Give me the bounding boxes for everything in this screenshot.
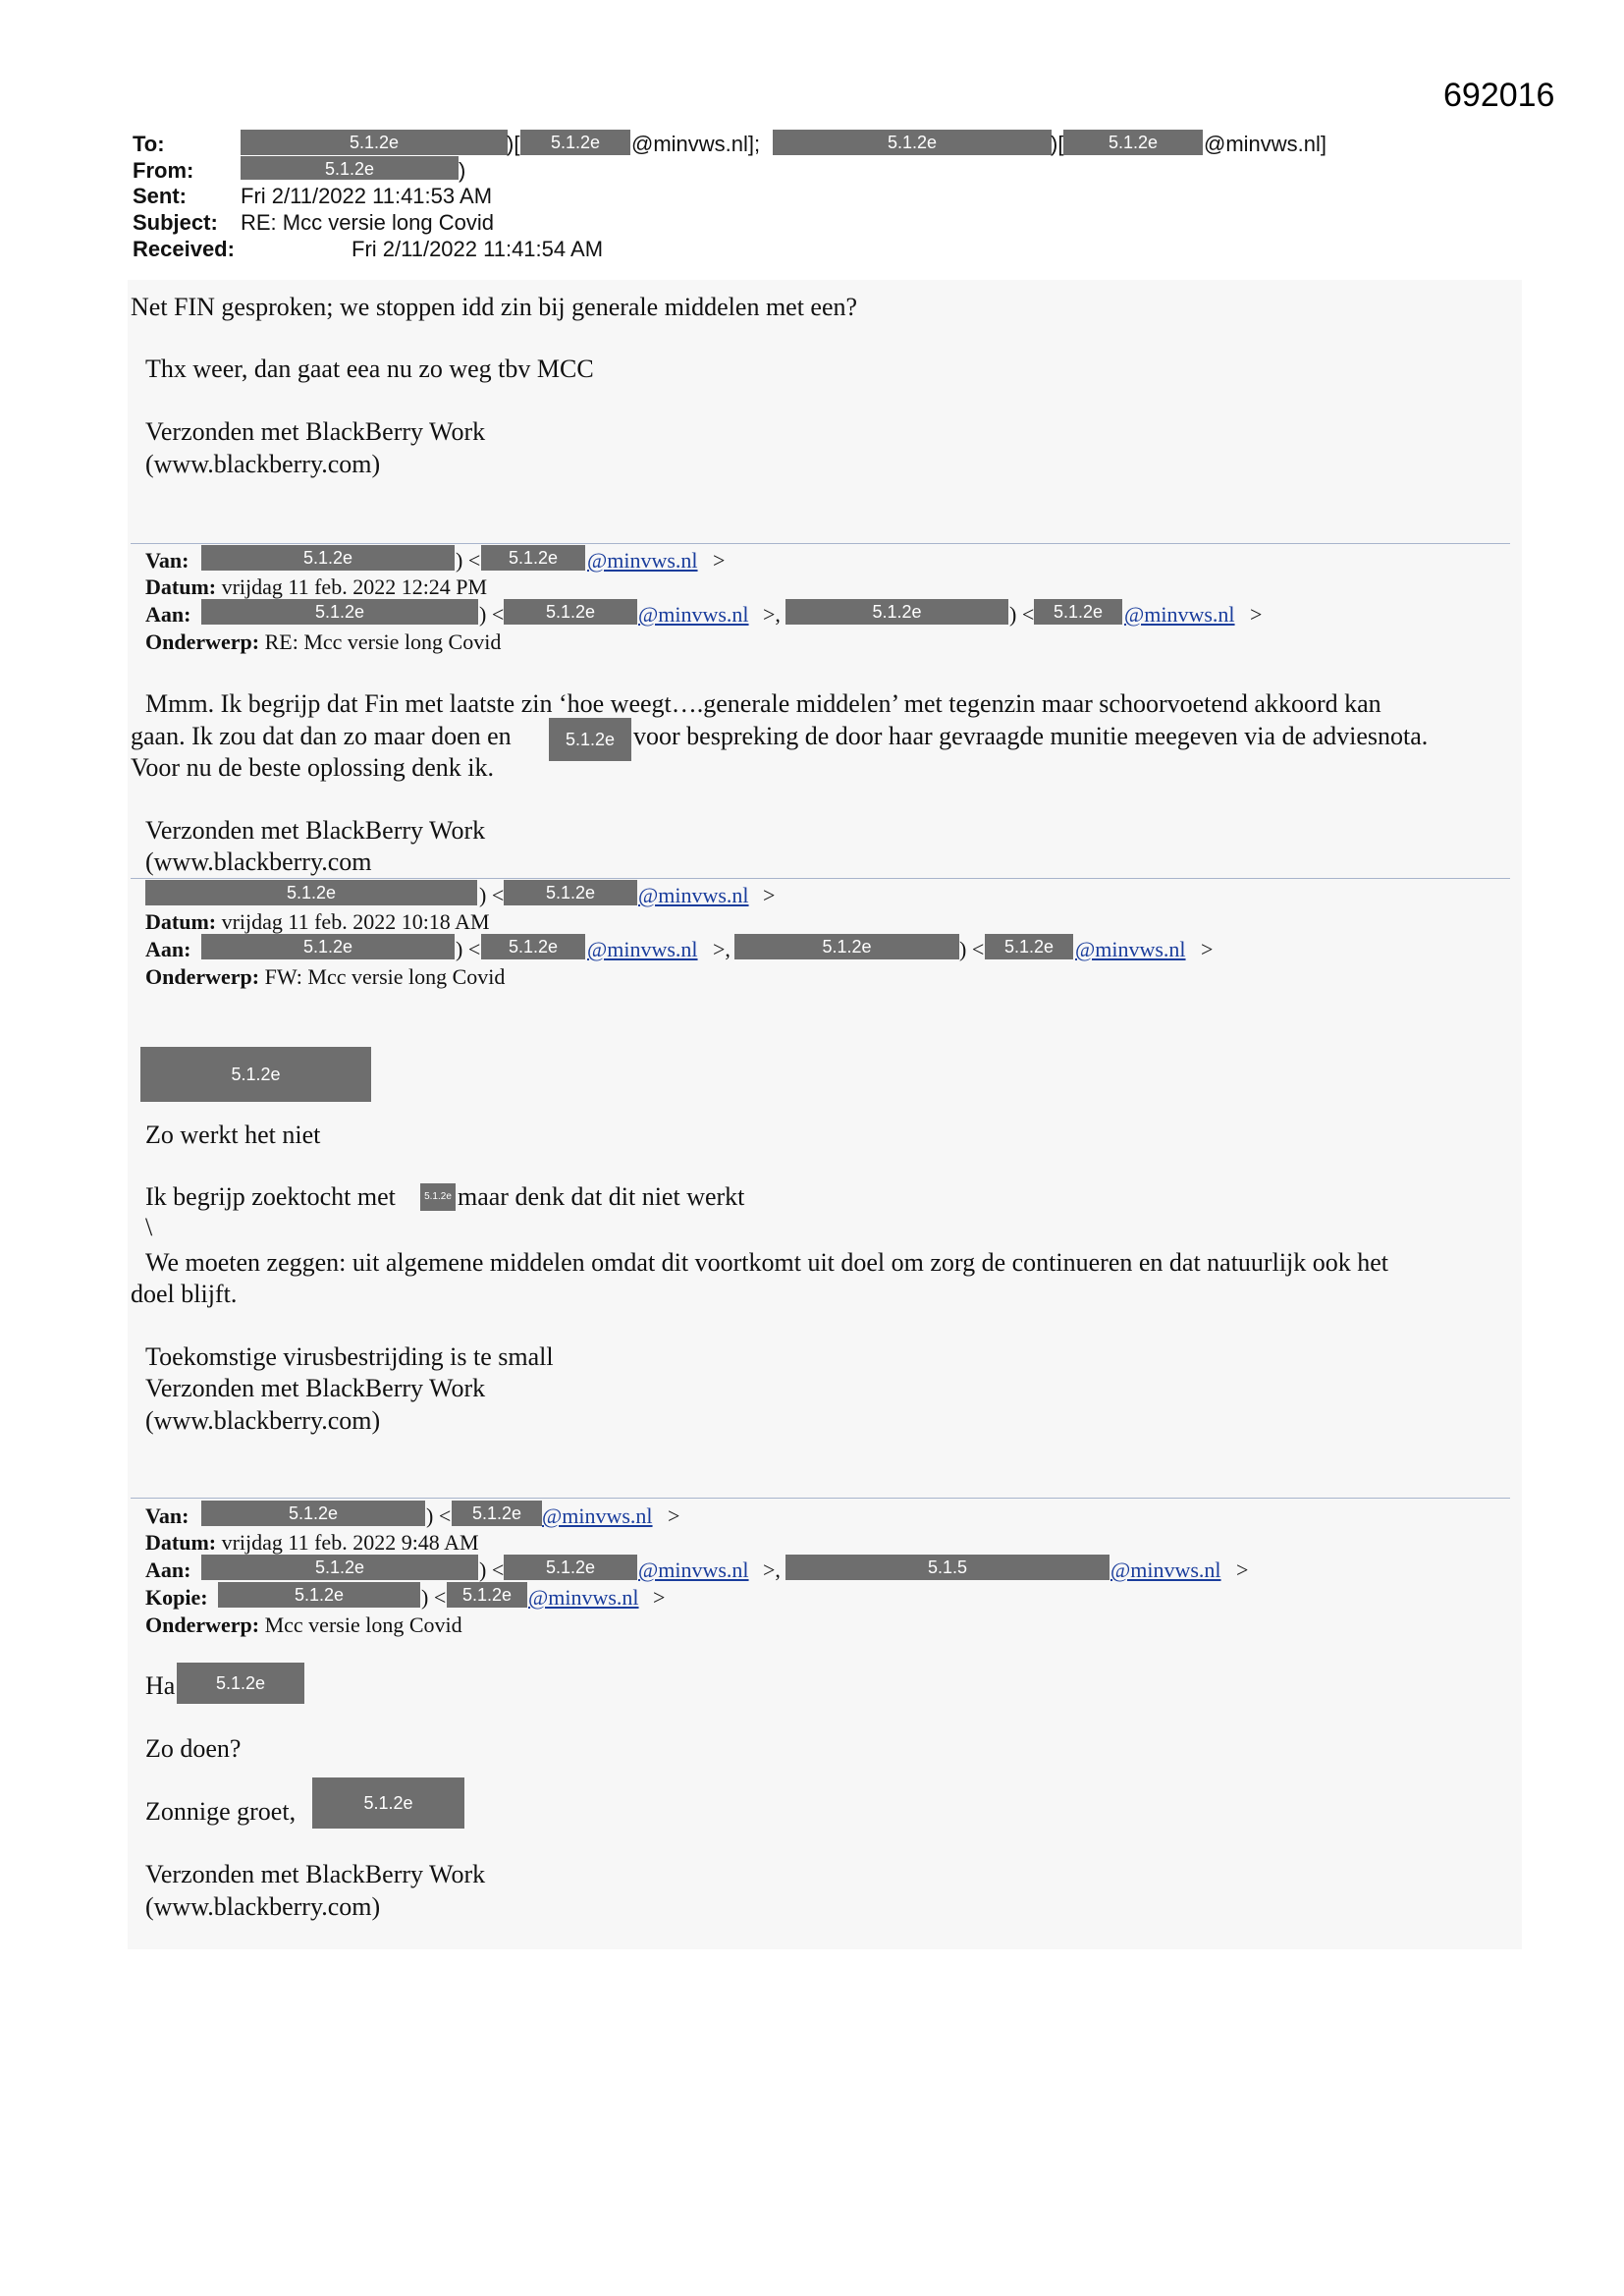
msg4-van-label: Van:	[145, 1503, 189, 1528]
msg4-signature-line1: Verzonden met BlackBerry Work	[145, 1860, 486, 1888]
email-link[interactable]: @minvws.nl	[1075, 937, 1186, 961]
header-to-address: @minvws.nl]	[1204, 132, 1327, 156]
redaction-box: 5.1.2e	[201, 545, 455, 571]
redaction-box: 5.1.2e	[241, 130, 508, 155]
punct: ) <	[426, 1503, 452, 1528]
header-from-close: )	[459, 158, 466, 183]
msg4-aan-label: Aan:	[145, 1558, 191, 1582]
punct: ) <	[421, 1585, 447, 1610]
msg2-onderwerp: Onderwerp: RE: Mcc versie long Covid	[145, 629, 502, 654]
msg1-signature-line1: Verzonden met BlackBerry Work	[145, 417, 486, 446]
document-id: 692016	[1443, 77, 1555, 114]
separator-line	[131, 1498, 1510, 1499]
msg4-closing: Zonnige groet,	[145, 1797, 297, 1826]
msg3-aan-label: Aan:	[145, 937, 191, 961]
redaction-box: 5.1.5	[785, 1555, 1110, 1580]
msg1-line2: Thx weer, dan gaat eea nu zo weg tbv MCC	[145, 355, 594, 383]
msg2-paragraph-line1: Mmm. Ik begrijp dat Fin met laatste zin ‘hoe weegt….generale middelen’ met tegenzin maar schoorvoetend akkoord kan	[145, 689, 1381, 718]
redaction-box: 5.1.2e	[504, 599, 637, 625]
redaction-box: 5.1.2e	[734, 934, 959, 959]
msg1-signature-line2: (www.blackberry.com)	[145, 450, 381, 478]
redaction-box: 5.1.2e	[420, 1183, 456, 1211]
msg2-onderwerp-value: RE: Mcc versie long Covid	[264, 629, 502, 654]
msg4-onderwerp: Onderwerp: Mcc versie long Covid	[145, 1613, 462, 1637]
email-link[interactable]: @minvws.nl	[587, 548, 698, 573]
punct: >	[653, 1585, 666, 1610]
msg4-datum-value: vrijdag 11 feb. 2022 9:48 AM	[221, 1530, 479, 1555]
msg2-signature-line1: Verzonden met BlackBerry Work	[145, 816, 486, 845]
msg4-kopie-label: Kopie:	[145, 1585, 208, 1610]
punct: >,	[713, 937, 731, 961]
msg2-van-label: Van:	[145, 548, 189, 573]
msg2-aan-label: Aan:	[145, 602, 191, 627]
msg3-line3: \	[145, 1213, 153, 1241]
punct: ) <	[479, 602, 505, 627]
msg3-signature-line1: Verzonden met BlackBerry Work	[145, 1374, 486, 1402]
redaction-box: 5.1.2e	[785, 599, 1008, 625]
header-subject-value: RE: Mcc versie long Covid	[241, 210, 494, 235]
redaction-box: 5.1.2e	[452, 1501, 542, 1526]
msg2-signature-line2: (www.blackberry.com	[145, 847, 372, 876]
email-link[interactable]: @minvws.nl	[528, 1585, 639, 1610]
msg3-datum: Datum: vrijdag 11 feb. 2022 10:18 AM	[145, 909, 490, 934]
punct: ) <	[479, 883, 505, 907]
redaction-box: 5.1.2e	[145, 880, 477, 905]
msg4-question: Zo doen?	[145, 1734, 242, 1763]
header-from-label: From:	[133, 158, 194, 183]
msg3-onderwerp-value: FW: Mcc versie long Covid	[264, 964, 506, 989]
email-link[interactable]: @minvws.nl	[1110, 1558, 1221, 1582]
email-link[interactable]: @minvws.nl	[638, 602, 749, 627]
email-link[interactable]: @minvws.nl	[1124, 602, 1235, 627]
punct: ) <	[479, 1558, 505, 1582]
msg2-paragraph-line2b: voor bespreking de door haar gevraagde munitie meegeven via de adviesnota.	[633, 722, 1429, 750]
msg2-paragraph-line2a: gaan. Ik zou dat dan zo maar doen en	[131, 722, 512, 750]
redaction-box: 5.1.2e	[481, 934, 585, 959]
header-received-label: Received:	[133, 237, 235, 261]
redaction-box: 5.1.2e	[177, 1663, 304, 1704]
msg1-line1: Net FIN gesproken; we stoppen idd zin bij generale middelen met een?	[131, 293, 858, 321]
redaction-box: 5.1.2e	[504, 880, 637, 905]
msg3-line5: Toekomstige virusbestrijding is te small	[145, 1342, 554, 1371]
msg3-line2b: maar denk dat dit niet werkt	[458, 1182, 745, 1211]
header-subject-label: Subject:	[133, 210, 218, 235]
header-to-sep: )[	[507, 132, 520, 156]
msg2-datum-value: vrijdag 11 feb. 2022 12:24 PM	[221, 574, 488, 599]
punct: >,	[763, 602, 781, 627]
msg3-line1: Zo werkt het niet	[145, 1121, 321, 1149]
redaction-box: 5.1.2e	[1034, 599, 1122, 625]
header-to-address: @minvws.nl];	[631, 132, 761, 156]
punct: >	[763, 883, 776, 907]
punct: >	[1236, 1558, 1249, 1582]
header-sent-label: Sent:	[133, 184, 187, 208]
redaction-box: 5.1.2e	[985, 934, 1073, 959]
redaction-box: 5.1.2e	[481, 545, 585, 571]
header-sent-value: Fri 2/11/2022 11:41:53 AM	[241, 184, 493, 208]
punct: >,	[763, 1558, 781, 1582]
email-link[interactable]: @minvws.nl	[638, 1558, 749, 1582]
header-to-label: To:	[133, 132, 165, 156]
email-link[interactable]: @minvws.nl	[587, 937, 698, 961]
msg4-onderwerp-value: Mcc versie long Covid	[264, 1613, 462, 1637]
punct: ) <	[456, 937, 481, 961]
redaction-box: 5.1.2e	[201, 599, 478, 625]
msg3-datum-value: vrijdag 11 feb. 2022 10:18 AM	[221, 909, 490, 934]
redaction-box: 5.1.2e	[549, 718, 631, 761]
punct: ) <	[1009, 602, 1035, 627]
redaction-box: 5.1.2e	[201, 1501, 425, 1526]
msg3-signature-line2: (www.blackberry.com)	[145, 1406, 381, 1435]
msg3-onderwerp: Onderwerp: FW: Mcc versie long Covid	[145, 964, 506, 989]
redaction-box: 5.1.2e	[140, 1047, 371, 1102]
msg3-line4a: We moeten zeggen: uit algemene middelen omdat dit voortkomt uit doel om zorg de continueren en dat natuurlijk ook het	[145, 1248, 1389, 1277]
redaction-box: 5.1.2e	[520, 130, 630, 155]
punct: >	[668, 1503, 680, 1528]
msg3-line2a: Ik begrijp zoektocht met	[145, 1182, 396, 1211]
msg4-datum: Datum: vrijdag 11 feb. 2022 9:48 AM	[145, 1530, 479, 1555]
punct: ) <	[456, 548, 481, 573]
redaction-box: 5.1.2e	[447, 1582, 527, 1608]
header-received-value: Fri 2/11/2022 11:41:54 AM	[352, 237, 604, 261]
redaction-box: 5.1.2e	[312, 1777, 464, 1829]
email-link[interactable]: @minvws.nl	[638, 883, 749, 907]
redaction-box: 5.1.2e	[241, 156, 459, 180]
email-body-background	[128, 280, 1522, 1949]
header-to-sep: )[	[1051, 132, 1064, 156]
redaction-box: 5.1.2e	[218, 1582, 420, 1608]
redaction-box: 5.1.2e	[504, 1555, 637, 1580]
redaction-box: 5.1.2e	[773, 130, 1052, 155]
redaction-box: 5.1.2e	[201, 1555, 478, 1580]
punct: ) <	[959, 937, 985, 961]
msg2-datum: Datum: vrijdag 11 feb. 2022 12:24 PM	[145, 574, 488, 599]
redaction-box: 5.1.2e	[201, 934, 455, 959]
punct: >	[713, 548, 726, 573]
msg3-line4b: doel blijft.	[131, 1280, 238, 1308]
punct: >	[1250, 602, 1263, 627]
email-link[interactable]: @minvws.nl	[542, 1503, 653, 1528]
redaction-box: 5.1.2e	[1063, 130, 1203, 155]
msg4-signature-line2: (www.blackberry.com)	[145, 1892, 381, 1921]
msg2-paragraph-line3: Voor nu de beste oplossing denk ik.	[131, 753, 494, 782]
separator-line	[131, 543, 1510, 544]
punct: >	[1201, 937, 1214, 961]
separator-line	[131, 878, 1510, 879]
msg4-greeting: Ha	[145, 1671, 176, 1700]
